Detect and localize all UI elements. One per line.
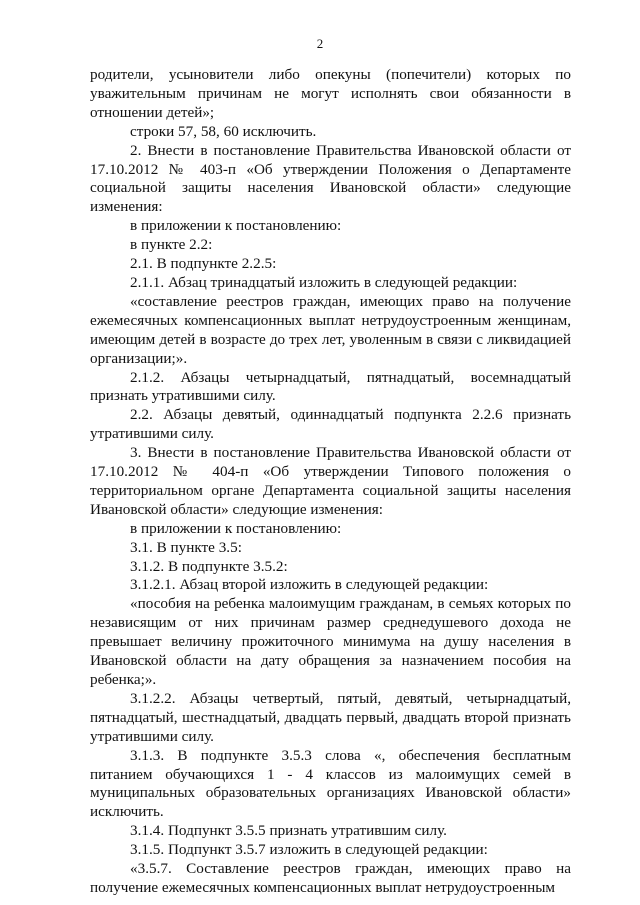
paragraph: 2.1.2. Абзацы четырнадцатый, пятнадцатый, восемнадцатый признать утратившими силу.	[90, 368, 571, 405]
paragraph: родители, усыновители либо опекуны (попечители) которых по уважительным причинам не могут исполнять свои обязанности в отношении детей»;	[90, 66, 571, 121]
paragraph: в пункте 2.2:	[130, 236, 213, 254]
paragraph: 2.2. Абзацы девятый, одиннадцатый подпункта 2.2.6 признать утратившими силу.	[90, 406, 571, 443]
paragraph: 3.1.4. Подпункт 3.5.5 признать утратившим силу.	[130, 822, 447, 840]
paragraph: 2.1.1. Абзац тринадцатый изложить в следующей редакции:	[130, 273, 518, 291]
paragraph: 3.1.2.1. Абзац второй изложить в следующей редакции:	[130, 576, 489, 594]
paragraph: 3.1. В пункте 3.5:	[130, 538, 242, 556]
paragraph: «пособия на ребенка малоимущим гражданам, в семьях которых по независящим от них причинам размер среднедушевого дохода не превышает величину прожиточного минимума на душу населения в Ивановской области на дату обращения за назначением пособия на ребенка;».	[90, 595, 571, 688]
paragraph: строки 57, 58, 60 исключить.	[130, 122, 317, 140]
page-number: 2	[316, 36, 324, 51]
paragraph: 3.1.2.2. Абзацы четвертый, пятый, девятый, четырнадцатый, пятнадцатый, шестнадцатый, двадцать первый, двадцать второй признать утратившими силу.	[90, 689, 571, 745]
paragraph: «3.5.7. Составление реестров граждан, имеющих право на получение ежемесячных компенсационных выплат нетрудоустроенным	[90, 860, 571, 896]
paragraph: в приложении к постановлению:	[130, 519, 342, 537]
paragraph: 2. Внести в постановление Правительства Ивановской области от 17.10.2012 № 403-п «Об утверждении Положения о Департаменте социальной защиты населения Ивановской области» следующие изменения:	[90, 141, 571, 216]
document-body	[90, 66, 571, 898]
paragraph: «составление реестров граждан, имеющих право на получение ежемесячных компенсационных выплат нетрудоустроенным женщинам, имеющим детей в возрасте до трех лет, уволенным в связи с ликвидацией организации;».	[90, 292, 571, 367]
paragraph: 2.1. В подпункте 2.2.5:	[130, 255, 277, 273]
paragraph: в приложении к постановлению:	[130, 217, 342, 235]
paragraph: 3.1.3. В подпункте 3.5.3 слова «, обеспечения бесплатным питанием обучающихся 1 - 4 классов из малоимущих семей в муниципальных образовательных организациях Ивановской области» исключить.	[90, 746, 571, 821]
paragraph: 3.1.5. Подпункт 3.5.7 изложить в следующей редакции:	[130, 841, 488, 859]
paragraph: 3.1.2. В подпункте 3.5.2:	[130, 557, 288, 575]
paragraph: 3. Внести в постановление Правительства Ивановской области от 17.10.2012 № 404-п «Об утверждении Типового положения о территориальном органе Департамента социальной защиты населения Ивановской области» следующие изменения:	[90, 444, 571, 518]
